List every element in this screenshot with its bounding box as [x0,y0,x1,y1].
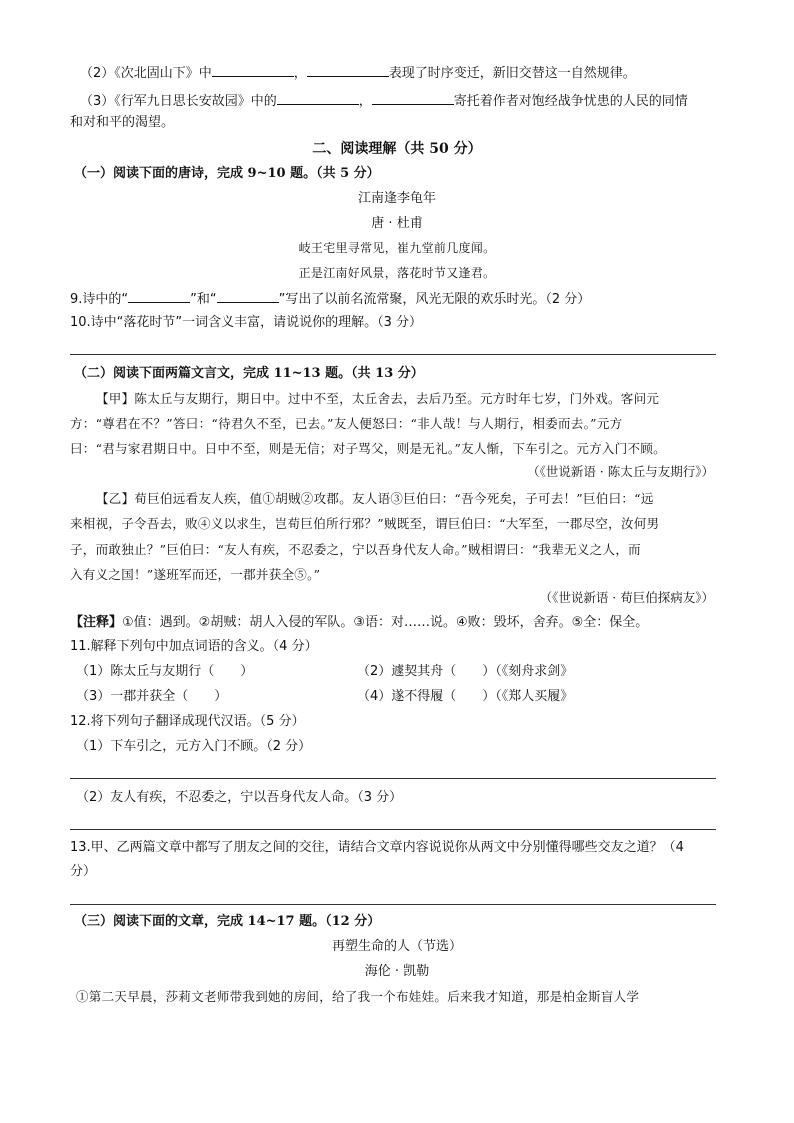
answer-line-q12-2[interactable] [70,829,716,830]
article-title: 再塑生命的人（节选） [331,939,462,954]
q2-sep: ， [293,66,307,81]
q9-part-c: ”写出了以前名流常聚，风光无限的欢乐时光。（2 分） [278,292,591,307]
passage-yi-line-1: 【乙】荀巨伯远看友人疾，值①胡贼②攻郡。友人语③巨伯曰：“吾今死矣，子可去！”巨伯曰：“远 [96,491,654,506]
q11-item-2: （2）遽契其舟（ ）（《刻舟求剑》 [357,664,574,679]
answer-line-q12-1[interactable] [70,778,716,779]
question-13-line-1: 13.甲、乙两篇文章中都写了朋友之间的交往，请结合文章内容说说你从两文中分别懂得哪些交友之道？（4 [70,840,684,855]
q3-continuation: 和对和平的渴望。 [70,115,175,130]
part1-heading: （一）阅读下面的唐诗，完成 9~10 题。（共 5 分） [74,166,380,181]
question-13-line-2: 分） [70,864,97,879]
annotation-label: 【注释】 [70,615,123,630]
poem-title: 江南逢李龟年 [357,191,436,206]
q2-prefix: （2）《次北固山下》中 [80,66,212,81]
part2-heading: （二）阅读下面两篇文言文，完成 11~13 题。（共 13 分） [74,366,424,381]
question-9 [70,288,590,310]
q2-blank-2[interactable] [307,62,389,77]
q9-blank-2[interactable] [217,288,279,303]
part3-heading: （三）阅读下面的文章，完成 14~17 题。（12 分） [74,914,381,929]
q11-item-4: （4）遂不得履（ ）（《郑人买履》 [357,689,574,704]
q9-part-a: 9.诗中的“ [70,292,129,307]
article-author: 海伦 · 凯勒 [364,964,430,979]
poem-line-1: 岐王宅里寻常见，崔九堂前几度闻。 [298,241,496,255]
passage-yi-line-4: 入有义之国！”遂班军而还，一郡并获全⑤。” [70,567,321,582]
article-paragraph-1: ①第二天早晨，莎莉文老师带我到她的房间，给了我一个布娃娃。后来我才知道，那是柏金斯盲人学 [76,989,640,1004]
passage-jia-source: （《世说新语 · 陈太丘与友期行》） [527,464,714,479]
q3-blank-1[interactable] [277,90,359,105]
section-title: 二、阅读理解（共 50 分） [312,141,482,157]
q3-blank-2[interactable] [372,90,454,105]
passage-yi-line-3: 子，而敢独止？”巨伯曰：“友人有疾，不忍委之，宁以吾身代友人命。”贼相谓曰：“我辈无义之人，而 [70,542,641,557]
fill-question-2 [80,62,636,84]
q11-item-3: （3）一郡并获全（ ） [76,689,228,704]
question-11: 11.解释下列句中加点词语的含义。（4 分） [70,639,318,654]
passage-jia-line-1: 【甲】陈太丘与友期行，期日中。过中不至，太丘舍去，去后乃至。元方时年七岁，门外戏。客问元 [96,391,660,406]
q12-item-1: （1）下车引之，元方入门不顾。（2 分） [76,739,312,754]
question-10: 10.诗中“落花时节”一词含义丰富，请说说你的理解。（3 分） [70,315,423,330]
poem-line-2: 正是江南好风景，落花时节又逢君。 [298,266,496,280]
fill-question-3 [80,90,688,112]
answer-line-q13[interactable] [70,904,716,905]
question-12: 12.将下列句子翻译成现代汉语。（5 分） [70,714,305,729]
q3-sep: ， [358,94,372,109]
poem-author: 唐 · 杜甫 [371,216,423,231]
annotation-text: ①值：遇到。②胡贼：胡人入侵的军队。③语：对……说。④败：毁坏，舍弃。⑤全：保全。 [122,615,649,630]
passage-yi-line-2: 来相视，子令吾去，败④义以求生，岂荀巨伯所行邪？”贼既至，谓巨伯曰：“大军至，一郡尽空，汝何男 [70,516,660,531]
q2-suffix: 表现了时序变迁，新旧交替这一自然规律。 [388,66,636,81]
q11-item-1: （1）陈太丘与友期行（ ） [76,664,254,679]
q12-item-2: （2）友人有疾，不忍委之，宁以吾身代友人命。（3 分） [76,790,403,805]
q9-blank-1[interactable] [128,288,190,303]
q3-suffix: 寄托着作者对饱经战争忧患的人民的同情 [453,94,688,109]
q2-blank-1[interactable] [212,62,294,77]
answer-line-q10[interactable] [70,354,716,355]
q3-prefix: （3）《行军九日思长安故园》中的 [80,94,277,109]
annotation [70,613,648,633]
passage-jia-line-2: 方：“尊君在不？”答曰：“待君久不至，已去。”友人便怒曰：“非人哉！与人期行，相委而去。”元方 [70,416,623,431]
passage-yi-source: （《世说新语 · 荀巨伯探病友》） [539,590,714,605]
passage-jia-line-3: 曰：“君与家君期日中。日中不至，则是无信；对子骂父，则是无礼。”友人惭，下车引之。元方入门不顾。 [70,441,666,456]
q9-part-b: ”和“ [190,292,217,307]
